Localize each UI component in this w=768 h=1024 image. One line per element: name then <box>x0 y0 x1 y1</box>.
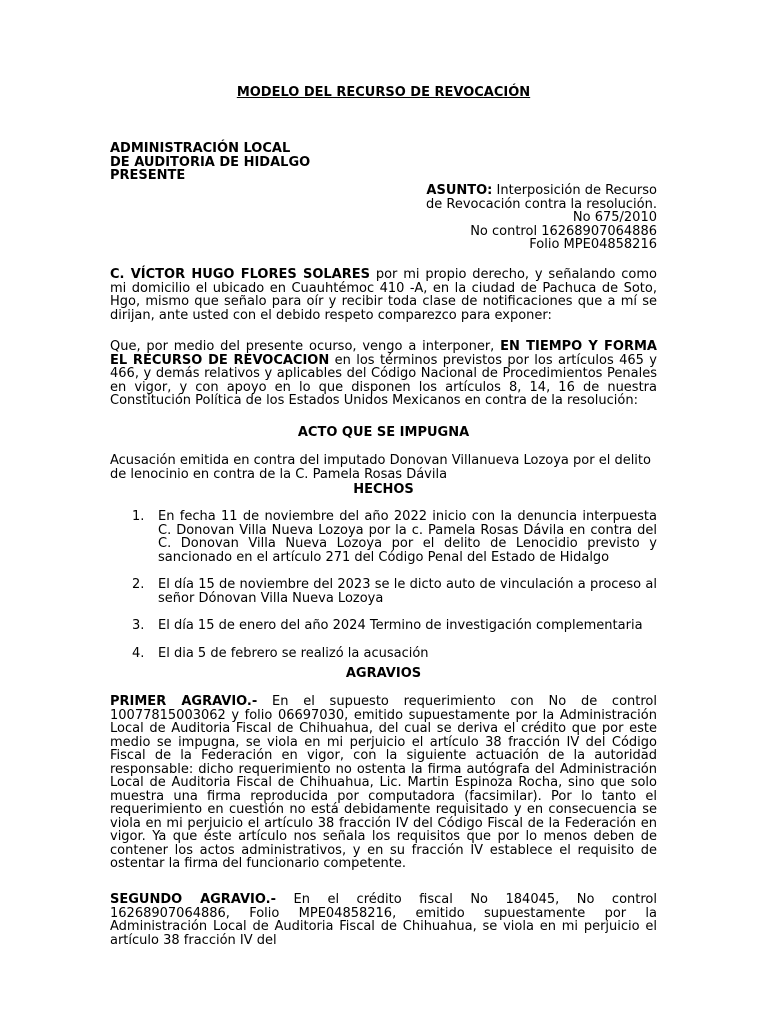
addressee-line: PRESENTE <box>110 168 186 183</box>
act-paragraph: Acusación emitida en contra del imputado Donovan Villanueva Lozoya por el delito de lenocinio en contra de la C. Pamela Rosas Dávila <box>110 453 651 482</box>
subject-block <box>110 184 657 252</box>
subject-label: ASUNTO: <box>426 183 493 198</box>
list-item: 4. El dia 5 de febrero se realizó la acusación <box>132 645 429 661</box>
first-grievance-paragraph: PRIMER AGRAVIO.- En el supuesto requerimiento con No de control 10077815003062 y folio 06697030, emitido supuestamente por la Administración Local de Auditoria Fiscal de Chihuahua, del cual se deriva el crédito que por este medio se impugna, se viola en mi perjuicio el artículo 38 fracción IV del Código Fiscal de la Federación en vigor, con la siguiente actuación de la autoridad responsable: dicho requerimiento no ostenta la firma autógrafa del Administración Local de Auditoria Fiscal de Chihuahua, Lic. Martin Espinoza Rocha, sino que solo muestra una firma reproducida por computadora (facsimilar). Por lo tanto el requerimiento en cuestión no está debidamente requisitado y en consecuencia se viola en mi perjuicio el artículo 38 fracción IV del Código Fiscal de la Federación en vigor. Ya que éste artículo nos señala los requisitos que por lo menos deben de contener los actos administrativos, y en su fracción IV establece el requisito de ostentar la firma del funcionario competente. <box>110 694 657 871</box>
second-grievance-label: SEGUNDO AGRAVIO.- <box>110 892 276 907</box>
subject-text: Interposición de Recurso <box>492 183 657 198</box>
act-heading: ACTO QUE SE IMPUGNA <box>297 425 470 440</box>
list-item: 2. El día 15 de noviembre del 2023 se le dicto auto de vinculación a proceso al señor Dónovan Villa Nueva Lozoya <box>132 577 657 606</box>
addressee-block <box>110 142 657 183</box>
list-item: 1. En fecha 11 de noviembre del año 2022 inicio con la denuncia interpuesta C. Donovan Villa Nueva Lozoya por la c. Pamela Rosas Dávila en contra del C. Donovan Villa Nueva Lozoya por el delito de Lenocidio previsto y sancionado en el artículo 271 del Código Penal del Estado de Hidalgo <box>132 509 657 565</box>
subject-text: de Revocación contra la resolución. <box>426 196 657 212</box>
grievances-heading: AGRAVIOS <box>345 666 422 681</box>
second-grievance-paragraph: SEGUNDO AGRAVIO.- En el crédito fiscal No 184045, No control 16268907064886, Folio MPE04858216, emitido supuestamente por la Administración Local de Auditoria Fiscal de Chihuahua, se viola en mi perjuicio el artículo 38 fracción IV del <box>110 892 657 948</box>
list-item: 3. El día 15 de enero del año 2024 Termino de investigación complementaria <box>132 618 643 633</box>
addressee-line: ADMINISTRACIÓN LOCAL <box>110 141 291 156</box>
filing-paragraph: Que, por medio del presente ocurso, vengo a interponer, EN TIEMPO Y FORMA EL RECURSO DE REVOCACION en los términos previstos por los artículos 465 y 466, y demás relativos y aplicables del Código Nacional de Procedimientos Penales en vigor, y con apoyo en lo que disponen los artículos 8, 14, 16 de nuestra Constitución Política de los Estados Unidos Mexicanos en contra de la resolución: <box>110 339 657 408</box>
facts-list <box>110 510 657 674</box>
petitioner-name: C. VÍCTOR HUGO FLORES SOLARES <box>110 267 370 282</box>
document-title: MODELO DEL RECURSO DE REVOCACIÓN <box>236 85 531 100</box>
facts-heading: HECHOS <box>353 482 414 497</box>
subject-folio: Folio MPE04858216 <box>529 237 657 252</box>
addressee-line: DE AUDITORIA DE HIDALGO <box>110 154 311 170</box>
subject-number: No 675/2010 <box>572 210 657 225</box>
first-grievance-label: PRIMER AGRAVIO.- <box>110 694 258 709</box>
subject-control: No control 16268907064886 <box>470 223 657 239</box>
intro-paragraph: C. VÍCTOR HUGO FLORES SOLARES por mi propio derecho, y señalando como mi domicilio el ubicado en Cuauhtémoc 410 -A, en la ciudad de Pachuca de Soto, Hgo, mismo que señalo para oír y recibir toda clase de notificaciones que a mí se dirijan, ante usted con el debido respeto comparezco para exponer: <box>110 267 657 323</box>
